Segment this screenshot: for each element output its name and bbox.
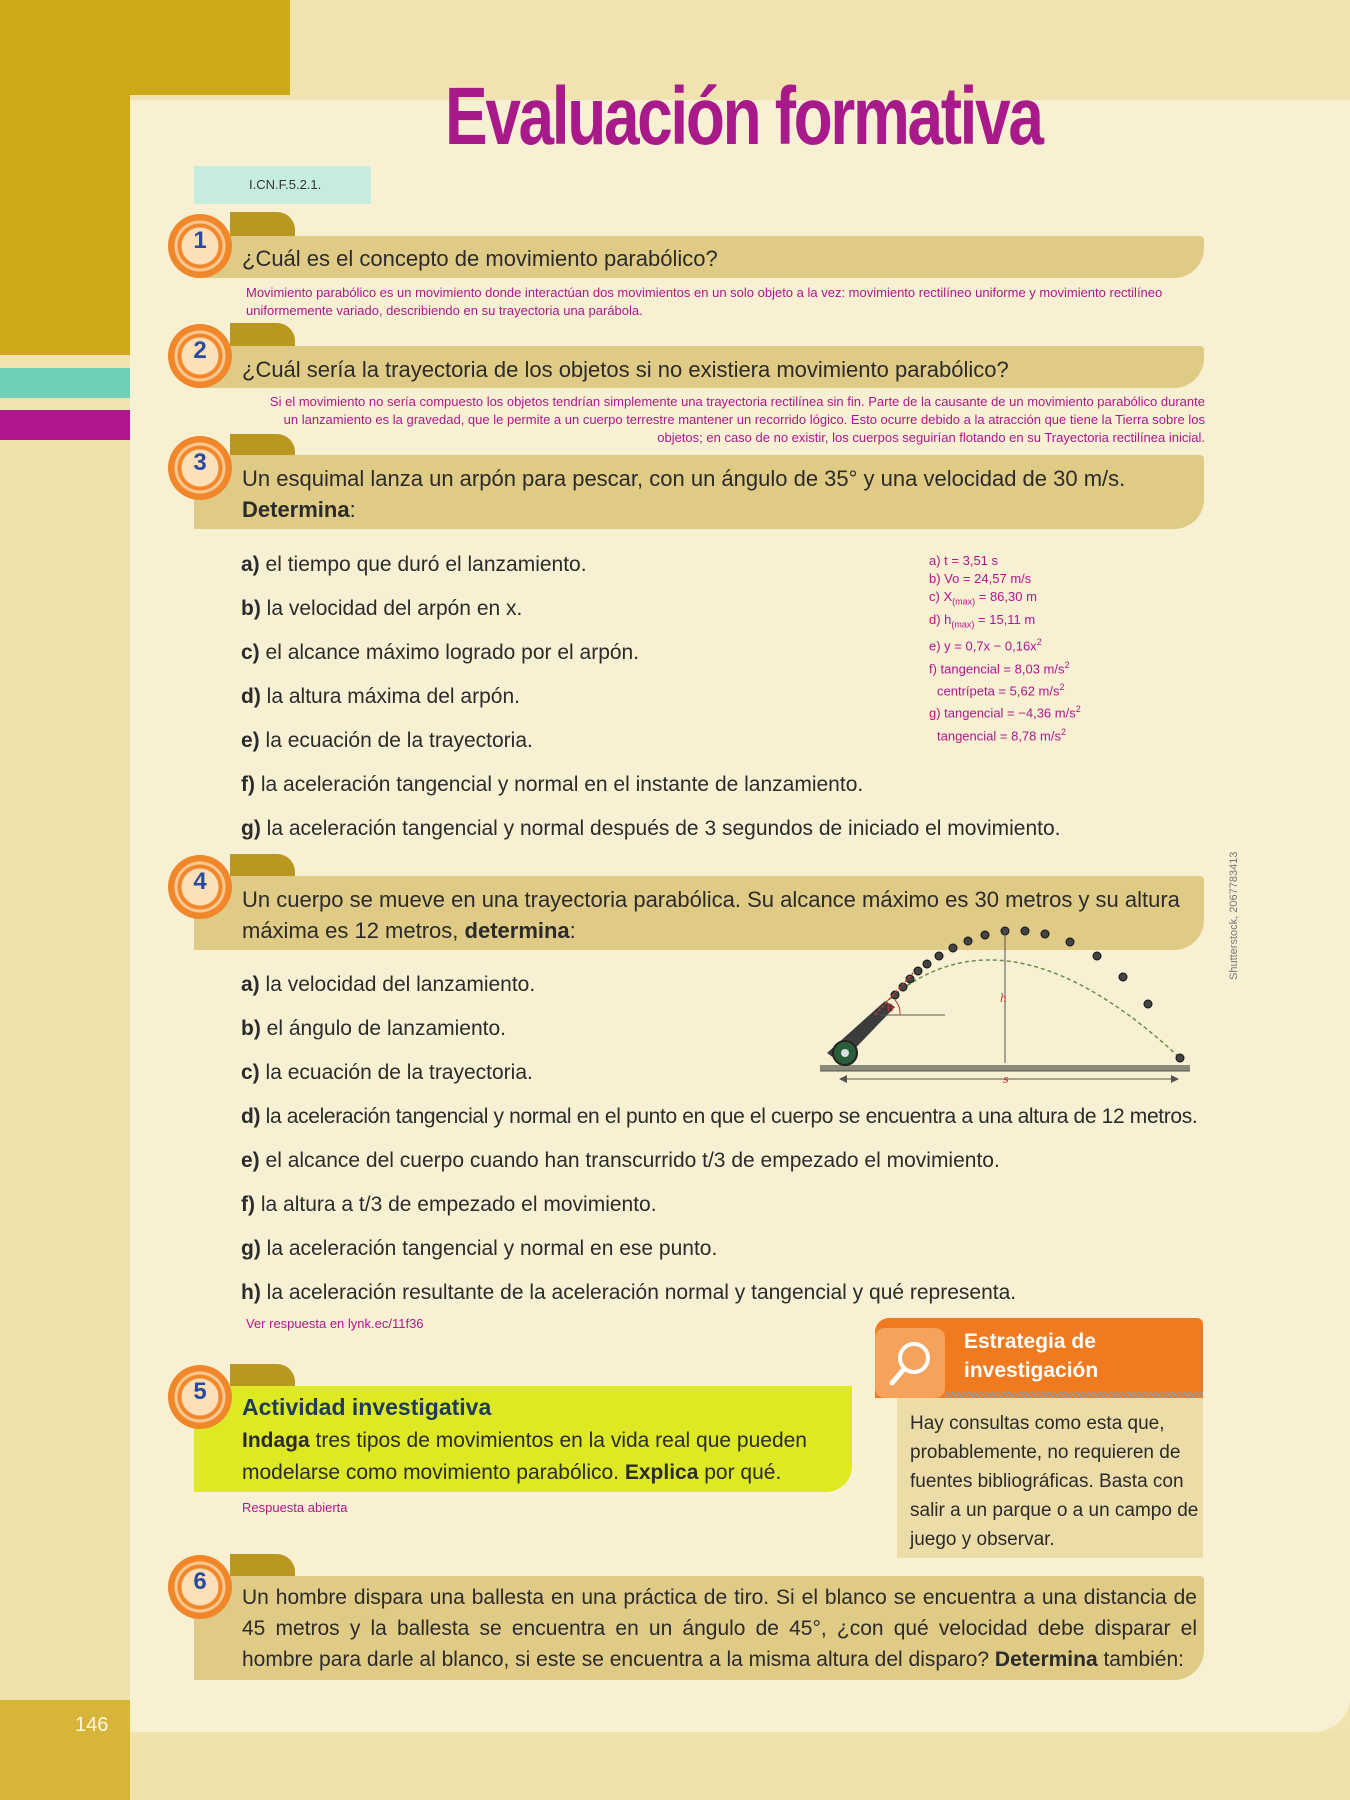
indaga-label: Indaga xyxy=(242,1429,310,1452)
explica-label: Explica xyxy=(624,1461,699,1484)
item-letter: d) xyxy=(241,1105,261,1128)
item-text: la aceleración tangencial y normal en el instante de lanzamiento. xyxy=(260,773,864,796)
item-letter: h) xyxy=(241,1281,261,1304)
solution-line xyxy=(929,633,1081,655)
solution-line xyxy=(929,678,1081,700)
projectile-diagram xyxy=(815,915,1195,1090)
answer-line: objetos; en caso de no existir, los cuerpos seguirían flotando en su Trayectoria rectilínea inicial. xyxy=(657,430,1205,445)
determina-label: Determina xyxy=(242,497,350,522)
solution-text: centrípeta = 5,62 m/s xyxy=(937,683,1060,699)
colon: : xyxy=(349,497,356,522)
item-text: el ángulo de lanzamiento. xyxy=(266,1017,507,1040)
theta-label: θ xyxy=(887,1002,894,1015)
item-text: la aceleración tangencial y normal en el punto en que el cuerpo se encuentra a una altura de 12 metros. xyxy=(265,1105,1198,1128)
solution-superscript: 2 xyxy=(1075,704,1081,715)
item-text: la ecuación de la trayectoria. xyxy=(265,1061,533,1084)
colon: : xyxy=(569,918,576,943)
question-number: 4 xyxy=(193,868,207,895)
list-item xyxy=(241,1095,1197,1139)
activity-text-part: tres tipos de movimientos en la vida real que pueden modelarse como movimiento parabólico. xyxy=(242,1429,807,1484)
item-letter: a) xyxy=(241,973,260,996)
list-item xyxy=(241,763,1061,807)
solution-superscript: 2 xyxy=(1060,726,1066,737)
list-item xyxy=(241,1227,1197,1271)
ground xyxy=(820,1065,1190,1071)
activity-text-part: por qué. xyxy=(698,1461,782,1484)
item-letter: e) xyxy=(241,729,260,752)
answer-line: uniformemente variado, describiendo en su trayectoria una parábola. xyxy=(246,303,643,318)
solution-text: c) X xyxy=(929,589,953,604)
teal-stripe xyxy=(0,368,130,398)
question-1-text: ¿Cuál es el concepto de movimiento parabólico? xyxy=(242,246,718,271)
solution-text: g) tangencial = −4,36 m/s xyxy=(929,705,1076,721)
answer-line: Movimiento parabólico es un movimiento donde interactúan dos movimientos en un solo objeto a la vez: movimiento rectilíneo uniforme y movimiento rectilíneo xyxy=(246,285,1163,300)
answer-line: Si el movimiento no sería compuesto los objetos tendrían simplemente una trayectoria rectilínea sin fin. Parte de la causante de un movimiento parabólico durante xyxy=(269,394,1205,409)
image-credit: Shutterstock, 2067783413 xyxy=(1228,851,1240,980)
curriculum-code: I.CN.F.5.2.1. xyxy=(194,166,371,204)
solution-text: f) tangencial = 8,03 m/s xyxy=(929,660,1065,676)
bottom-margin xyxy=(130,1732,1350,1800)
trajectory-points xyxy=(891,927,1184,1062)
page-number-block xyxy=(0,1700,130,1800)
page-number: 146 xyxy=(75,1714,109,1736)
question-3-solutions xyxy=(929,552,1081,745)
answer-link[interactable]: Ver respuesta en lynk.ec/11f36 xyxy=(246,1316,424,1331)
item-text: la aceleración tangencial y normal en ese punto. xyxy=(266,1237,718,1260)
strategy-title-line: investigación xyxy=(964,1359,1099,1382)
solution-text: d) h xyxy=(929,611,952,627)
question-3-text xyxy=(242,463,1125,525)
solution-text: = 15,11 m xyxy=(974,611,1036,627)
question-6-tail: también: xyxy=(1097,1648,1185,1671)
determina-label: Determina xyxy=(994,1648,1098,1671)
item-letter: e) xyxy=(241,1149,260,1172)
activity-text xyxy=(242,1425,842,1489)
magenta-stripe xyxy=(0,410,130,440)
item-text: la velocidad del arpón en x. xyxy=(266,597,523,620)
item-letter: b) xyxy=(241,1017,261,1040)
question-number-badge xyxy=(168,1555,232,1619)
solution-superscript: 2 xyxy=(1036,637,1042,648)
question-number: 2 xyxy=(193,337,207,364)
question-6-statement: Un hombre dispara una ballesta en una práctica de tiro. Si el blanco se encuentra a una distancia de 45 metros y la ballesta se encuentra en un ángulo de 45°, ¿con qué velocidad debe disparar el hombre para darle al blanco, si este se encuentra a la misma altura del disparo? xyxy=(242,1586,1197,1671)
question-4-line: Un cuerpo se mueve en una trayectoria parabólica. Su alcance máximo es 30 metros y su altura xyxy=(242,887,1180,912)
list-item xyxy=(241,1271,1197,1315)
question-number-badge xyxy=(168,436,232,500)
solution-line xyxy=(929,723,1081,745)
question-number-badge xyxy=(168,214,232,278)
question-number-badge xyxy=(168,1365,232,1429)
trajectory-path xyxy=(885,960,1180,1058)
range-label: s xyxy=(1003,1073,1009,1086)
solution-line xyxy=(929,588,1081,611)
strategy-title-line: Estrategia de xyxy=(964,1330,1096,1353)
item-letter: c) xyxy=(241,641,260,664)
item-text: la ecuación de la trayectoria. xyxy=(265,729,533,752)
cannon-icon xyxy=(827,1001,895,1065)
item-text: la aceleración resultante de la aceleración normal y tangencial y qué representa. xyxy=(266,1281,1017,1304)
strategy-icon-box xyxy=(875,1328,945,1398)
solution-text: e) y = 0,7x − 0,16x xyxy=(929,638,1037,654)
question-6-text xyxy=(242,1582,1197,1675)
solution-line: b) Vo = 24,57 m/s xyxy=(929,571,1032,586)
item-text: la velocidad del lanzamiento. xyxy=(265,973,536,996)
activity-title: Actividad investigativa xyxy=(242,1394,492,1420)
question-number: 1 xyxy=(193,227,207,254)
question-4-line-text: máxima es 12 metros, xyxy=(242,918,465,943)
question-3-statement: Un esquimal lanza un arpón para pescar, con un ángulo de 35° y una velocidad de 30 m/s. xyxy=(242,466,1126,491)
list-item xyxy=(241,1183,1197,1227)
solution-line: a) t = 3,51 s xyxy=(929,553,999,568)
item-text: la altura a t/3 de empezado el movimiento. xyxy=(260,1193,657,1216)
item-letter: f) xyxy=(241,773,255,796)
solution-subscript: (max) xyxy=(952,596,976,607)
answer-2 xyxy=(230,393,1205,447)
determina-label: determina xyxy=(464,918,570,943)
question-number-badge xyxy=(168,855,232,919)
item-letter: g) xyxy=(241,817,261,840)
question-number: 3 xyxy=(193,449,207,476)
solution-superscript: 2 xyxy=(1064,659,1070,670)
item-letter: d) xyxy=(241,685,261,708)
list-item xyxy=(241,807,1061,851)
solution-line xyxy=(929,656,1081,678)
solution-text: = 86,30 m xyxy=(975,589,1037,604)
strategy-text: Hay consultas como esta que, probablemente, no requieren de fuentes bibliográficas. Basta con salir a un parque o a un campo de juego y observar. xyxy=(910,1413,1199,1550)
list-item xyxy=(241,1139,1197,1183)
item-text: el alcance del cuerpo cuando han transcurrido t/3 de empezado el movimiento. xyxy=(265,1149,1000,1172)
page-title: Evaluación formativa xyxy=(445,71,1042,162)
height-label: h xyxy=(1000,992,1008,1005)
question-number-badge xyxy=(168,324,232,388)
solution-line xyxy=(929,700,1081,722)
item-letter: c) xyxy=(241,1061,260,1084)
solution-subscript: (max) xyxy=(951,619,975,630)
left-margin xyxy=(0,440,130,1800)
item-letter: f) xyxy=(241,1193,255,1216)
strategy-title xyxy=(964,1327,1098,1385)
solution-superscript: 2 xyxy=(1059,681,1065,692)
question-number: 5 xyxy=(193,1378,207,1405)
solution-line xyxy=(929,611,1081,634)
magnifier-icon xyxy=(875,1328,945,1398)
item-text: el tiempo que duró el lanzamiento. xyxy=(265,553,587,576)
item-letter: a) xyxy=(241,553,260,576)
item-letter: b) xyxy=(241,597,261,620)
question-number: 6 xyxy=(193,1568,207,1595)
answer-line: un lanzamiento es la gravedad, que le permite a un cuerpo terrestre mantener un recorrido lógico. Esto ocurre debido a la atracción que tiene la Tierra sobre los xyxy=(283,412,1205,427)
item-text: el alcance máximo logrado por el arpón. xyxy=(265,641,640,664)
left-gold-band xyxy=(0,0,130,355)
item-text: la aceleración tangencial y normal después de 3 segundos de iniciado el movimiento. xyxy=(266,817,1061,840)
answer-1 xyxy=(246,284,1162,320)
question-3-instruction xyxy=(242,494,1125,525)
top-gold-band xyxy=(130,0,290,95)
solution-text: tangencial = 8,78 m/s xyxy=(937,727,1061,743)
item-text: la altura máxima del arpón. xyxy=(266,685,520,708)
question-2-text: ¿Cuál sería la trayectoria de los objetos si no existiera movimiento parabólico? xyxy=(242,357,1009,382)
item-letter: g) xyxy=(241,1237,261,1260)
open-response-note: Respuesta abierta xyxy=(242,1500,348,1515)
